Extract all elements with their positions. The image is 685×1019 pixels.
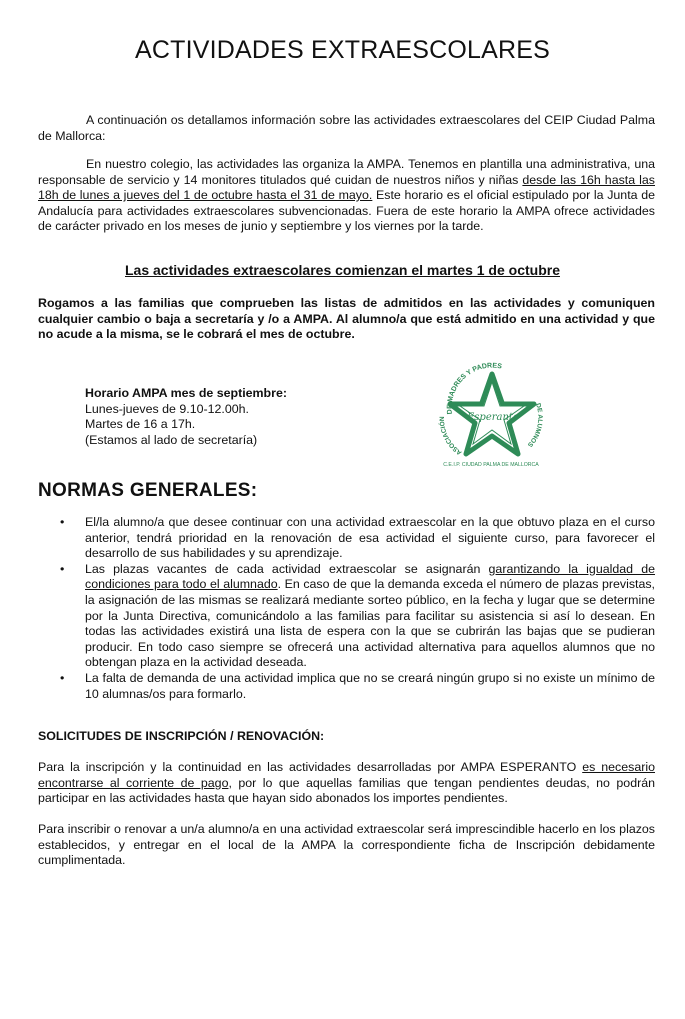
horario-heading: Horario AMPA mes de septiembre: [85, 386, 287, 400]
intro-paragraph-1: A continuación os detallamos información sobre las actividades extraescolares del CEIP Ciudad Palma de Mallorca: [38, 113, 655, 143]
logo-caption: C.E.I.P. CIUDAD PALMA DE MALLORCA [443, 462, 539, 468]
start-notice: Las actividades extraescolares comienzan el martes 1 de octubre [125, 262, 560, 278]
list-item [38, 671, 655, 702]
rule-2-text-1: Las plazas vacantes de cada actividad extraescolar se asignarán [85, 561, 489, 576]
rule-3-text: La falta de demanda de una actividad implica que no se creará ningún grupo si no existe un mínimo de 10 alumnas/os para formarlo. [85, 670, 655, 701]
horario-line-3: (Estamos al lado de secretaría) [85, 432, 258, 447]
logo-arc-top-text: DE MADRES Y PADRES [446, 362, 503, 415]
solicitudes-p1-text-2: , por lo que aquellas familias que tengan pendientes deudas, no podrán participar en las actividades hasta que hayan sido abonados los importes pendientes. [38, 775, 655, 806]
page-title: ACTIVIDADES EXTRAESCOLARES [134, 36, 551, 64]
warning-paragraph: Rogamos a las familias que comprueben las listas de admitidos en las actividades y comuniquen cualquier cambio o baja a secretaría y /o a AMPA. Al alumno/a que está admitido en una actividad y que no acude a la misma, se le cobrará el mes de octubre. [38, 296, 655, 342]
solicitudes-heading: SOLICITUDES DE INSCRIPCIÓN / RENOVACIÓN: [38, 729, 325, 743]
solicitudes-paragraph-2: Para inscribir o renovar a un/a alumno/a en una actividad extraescolar será imprescindible hacerlo en los plazos establecidos, y entregar en el local de la AMPA la correspondiente ficha de Inscripción debidamente cumplimentada. [38, 822, 655, 868]
intro-p2-underlined: desde las 16h hasta las 18h de lunes a jueves del 1 de octubre hasta el 31 de mayo. [38, 172, 655, 203]
list-item [38, 515, 655, 562]
normas-list [38, 515, 655, 702]
solicitudes-p1-text-1: Para la inscripción y la continuidad en las actividades desarrolladas por AMPA ESPERANTO [38, 760, 583, 774]
horario-line-1: Lunes-jueves de 9.10-12.00h. [85, 401, 249, 416]
bullet-icon: • [60, 670, 65, 685]
ampa-esperanto-logo [432, 360, 550, 470]
intro-p2-text-2: Este horario es el oficial estipulado por la Junta de Andalucía para actividades extraescolares subvencionadas. Fuera de este horario la AMPA ofrece actividades de carácter privado en los meses de junio y septiembre y los viernes por la tarde. [38, 188, 655, 234]
rule-1-text: El/la alumno/a que desee continuar con una actividad extraescolar en la que obtuvo plaza en el curso anterior, tendrá prioridad en la renovación de esa actividad el siguiente curso, para favorecer el desarrollo de sus habilidades y su aprendizaje. [85, 515, 655, 561]
bullet-icon: • [60, 515, 65, 529]
bullet-icon: • [60, 561, 65, 576]
logo-arc-right-text: DE ALUMNOS [525, 402, 544, 449]
logo-name: Esperanto [467, 412, 519, 423]
horario-line-2: Martes de 16 a 17h. [85, 417, 196, 432]
logo-arc-left-text: ASOCIACIÓN [438, 416, 464, 457]
intro-p2-text-1: En nuestro colegio, las actividades las organiza la AMPA. Tenemos en plantilla una administrativa, una responsable de servicio y 14 monitores titulados qué cuidan de nuestros niños y niñas [38, 157, 655, 187]
normas-heading: NORMAS GENERALES: [38, 480, 258, 501]
rule-2-underlined: garantizando la igualdad de condiciones para todo el alumnado [85, 561, 655, 592]
solicitudes-paragraph-1 [38, 760, 655, 807]
horario-block [85, 386, 385, 448]
rule-2-text-2: . En caso de que la demanda exceda el número de plazas previstas, la asignación de las mismas se realizará mediante sorteo público, en la fecha y lugar que se determine por la Junta Directiva, comunicándolo a las familias para facilitar su asistencia si así lo desean. En todas las actividades existirá una lista de espera con la que se cubrirán las bajas que se pudieran producir. En todo caso siempre se ofrecerá una actividad alternativa para aquellos alumnos que no obtengan plaza en la actividad deseada. [85, 577, 655, 670]
solicitudes-p1-underlined: es necesario encontrarse al corriente de pago [38, 760, 655, 790]
list-item [38, 562, 655, 671]
intro-paragraph-2 [38, 157, 655, 235]
